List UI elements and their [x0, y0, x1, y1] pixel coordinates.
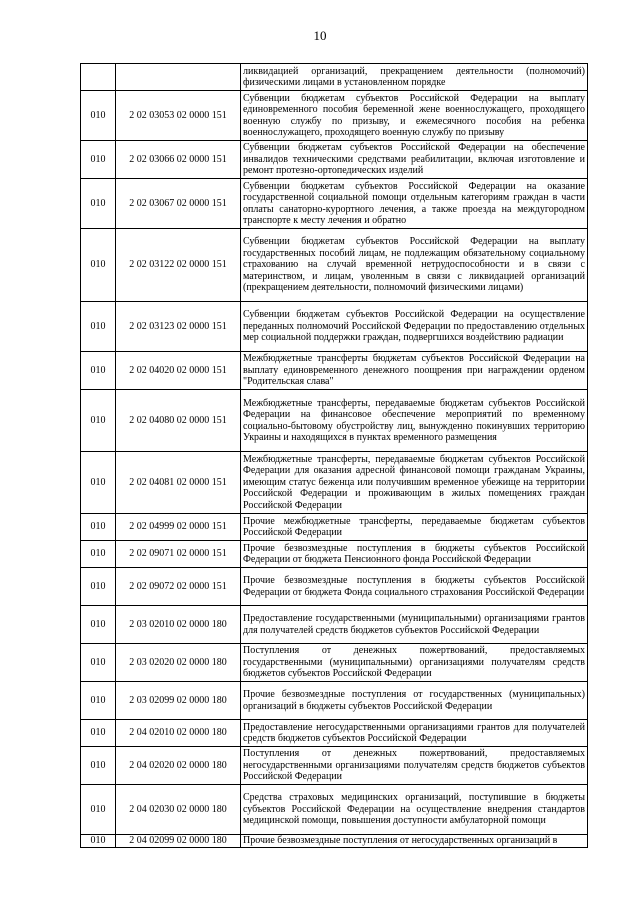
description-cell: Субвенции бюджетам субъектов Российской Федерации на выплату государственных пособий лицам, не подлежащим обязательному социальному страхованию на случай временной нетрудоспособности и в связи с материнством, и лицам, уволенным в связи с ликвидацией организаций (прекращением деятельности, полномочий физическими лицами) [241, 229, 588, 302]
admin-code-cell: 010 [81, 352, 116, 390]
budget-code-cell: 2 02 04020 02 0000 151 [116, 352, 241, 390]
budget-code-cell: 2 03 02010 02 0000 180 [116, 606, 241, 644]
description-cell: Субвенции бюджетам субъектов Российской Федерации на осуществление переданных полномочий Российской Федерации по предоставлению отдельных мер социальной поддержки граждан, подвергшихся воздействию радиации [241, 302, 588, 352]
description-cell: ликвидацией организаций, прекращением деятельности (полномочий) физическими лицами в установленном порядке [241, 64, 588, 91]
description-cell: Субвенции бюджетам субъектов Российской Федерации на оказание государственной социальной помощи отдельным категориям граждан в части оплаты санаторно-курортного лечения, а также проезда на междугородном транспорте к месту лечения и обратно [241, 179, 588, 229]
description-cell: Межбюджетные трансферты, передаваемые бюджетам субъектов Российской Федерации на финансовое обеспечение мероприятий по временному социально-бытовому обустройству лиц, вынужденно покинувших территорию Украины и находящихся в пунктах временного размещения [241, 390, 588, 452]
budget-code-cell: 2 02 09071 02 0000 151 [116, 541, 241, 568]
admin-code-cell: 010 [81, 179, 116, 229]
table-row [81, 644, 588, 682]
table-row [81, 606, 588, 644]
table-row [81, 452, 588, 514]
budget-code-cell: 2 02 04999 02 0000 151 [116, 514, 241, 541]
admin-code-cell: 010 [81, 302, 116, 352]
admin-code-cell: 010 [81, 514, 116, 541]
page-number: 10 [313, 28, 327, 43]
description-cell: Предоставление негосударственными организациями грантов для получателей средств бюджетов субъектов Российской Федерации [241, 720, 588, 747]
budget-code-cell: 2 02 09072 02 0000 151 [116, 568, 241, 606]
table-row [81, 229, 588, 302]
budget-code-cell: 2 02 03122 02 0000 151 [116, 229, 241, 302]
description-cell: Поступления от денежных пожертвований, предоставляемых негосударственными организациями получателям средств бюджетов субъектов Российской Федерации [241, 747, 588, 785]
description-cell: Прочие безвозмездные поступления от государственных (муниципальных) организаций в бюджеты субъектов Российской Федерации [241, 682, 588, 720]
table-row [81, 541, 588, 568]
budget-code-cell: 2 04 02010 02 0000 180 [116, 720, 241, 747]
admin-code-cell: 010 [81, 390, 116, 452]
budget-code-cell: 2 02 03067 02 0000 151 [116, 179, 241, 229]
description-cell: Субвенции бюджетам субъектов Российской Федерации на выплату единовременного пособия беременной жене военнослужащего, проходящего военную службу по призыву, и ежемесячного пособия на ребенка военнослужащего, проходящего военную службу по призыву [241, 91, 588, 141]
description-cell: Прочие межбюджетные трансферты, передаваемые бюджетам субъектов Российской Федерации [241, 514, 588, 541]
admin-code-cell: 010 [81, 720, 116, 747]
table-row [81, 682, 588, 720]
table-row [81, 785, 588, 835]
admin-code-cell: 010 [81, 229, 116, 302]
description-cell: Прочие безвозмездные поступления в бюджеты субъектов Российской Федерации от бюджета Фонда социального страхования Российской Федерации [241, 568, 588, 606]
description-cell: Межбюджетные трансферты бюджетам субъектов Российской Федерации на выплату единовременного денежного поощрения при награждении орденом "Родительская слава" [241, 352, 588, 390]
admin-code-cell: 010 [81, 452, 116, 514]
admin-code-cell [81, 64, 116, 91]
table-row [81, 835, 588, 848]
admin-code-cell: 010 [81, 606, 116, 644]
admin-code-cell: 010 [81, 644, 116, 682]
table-row [81, 141, 588, 179]
budget-code-cell: 2 02 03123 02 0000 151 [116, 302, 241, 352]
budget-code-cell: 2 04 02030 02 0000 180 [116, 785, 241, 835]
admin-code-cell: 010 [81, 785, 116, 835]
table-row [81, 352, 588, 390]
table-row [81, 514, 588, 541]
table-body [81, 64, 588, 848]
description-cell: Субвенции бюджетам субъектов Российской Федерации на обеспечение инвалидов техническими средствами реабилитации, включая изготовление и ремонт протезно-ортопедических изделий [241, 141, 588, 179]
description-cell: Межбюджетные трансферты, передаваемые бюджетам субъектов Российской Федерации для оказания адресной финансовой помощи гражданам Украины, имеющим статус беженца или получившим временное убежище на территории Российской Федерации и проживающим в жилых помещениях граждан Российской Федерации [241, 452, 588, 514]
table-row [81, 302, 588, 352]
admin-code-cell: 010 [81, 682, 116, 720]
budget-code-cell [116, 64, 241, 91]
budget-code-cell: 2 02 03053 02 0000 151 [116, 91, 241, 141]
budget-code-cell: 2 03 02099 02 0000 180 [116, 682, 241, 720]
table-row [81, 747, 588, 785]
admin-code-cell: 010 [81, 747, 116, 785]
table-row [81, 568, 588, 606]
budget-code-cell: 2 02 04080 02 0000 151 [116, 390, 241, 452]
table-row [81, 64, 588, 91]
admin-code-cell: 010 [81, 541, 116, 568]
description-cell: Прочие безвозмездные поступления в бюджеты субъектов Российской Федерации от бюджета Пенсионного фонда Российской Федерации [241, 541, 588, 568]
table-row [81, 390, 588, 452]
admin-code-cell: 010 [81, 91, 116, 141]
description-cell: Прочие безвозмездные поступления от негосударственных организаций в [241, 835, 588, 848]
table-row [81, 720, 588, 747]
table-row [81, 179, 588, 229]
budget-code-cell: 2 04 02020 02 0000 180 [116, 747, 241, 785]
admin-code-cell: 010 [81, 141, 116, 179]
admin-code-cell: 010 [81, 568, 116, 606]
admin-code-cell: 010 [81, 835, 116, 848]
description-cell: Средства страховых медицинских организаций, поступившие в бюджеты субъектов Российской Федерации на осуществление внедрения стандартов медицинской помощи, повышения доступности амбулаторной помощи [241, 785, 588, 835]
budget-code-cell: 2 02 04081 02 0000 151 [116, 452, 241, 514]
budget-code-cell: 2 03 02020 02 0000 180 [116, 644, 241, 682]
description-cell: Предоставление государственными (муниципальными) организациями грантов для получателей средств бюджетов субъектов Российской Федерации [241, 606, 588, 644]
table-row [81, 91, 588, 141]
description-cell: Поступления от денежных пожертвований, предоставляемых государственными (муниципальными) организациями получателям средств бюджетов субъектов Российской Федерации [241, 644, 588, 682]
budget-code-cell: 2 02 03066 02 0000 151 [116, 141, 241, 179]
revenue-codes-table [80, 63, 588, 848]
budget-code-cell: 2 04 02099 02 0000 180 [116, 835, 241, 848]
